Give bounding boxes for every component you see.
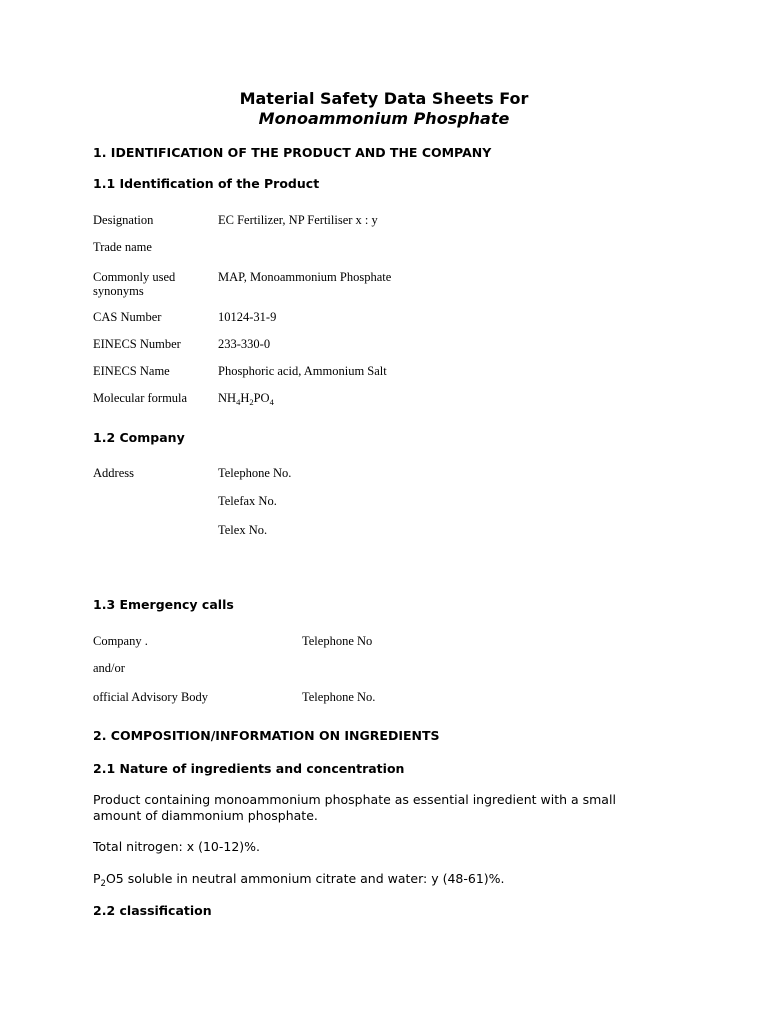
total-nitrogen-text: Total nitrogen: x (10-12)%. — [93, 839, 261, 854]
einecs-number-label: EINECS Number — [93, 337, 181, 351]
cas-number-label: CAS Number — [93, 310, 162, 324]
emergency-company-telephone: Telephone No — [302, 634, 373, 648]
designation-value: EC Fertilizer, NP Fertiliser x : y — [218, 213, 378, 227]
synonyms-label-line2: synonyms — [93, 284, 144, 298]
emergency-andor: and/or — [93, 661, 125, 675]
synonyms-value: MAP, Monoammonium Phosphate — [218, 270, 392, 284]
emergency-advisory-label: official Advisory Body — [93, 690, 209, 704]
document-title: Material Safety Data Sheets For — [239, 89, 529, 108]
document-subtitle: Monoammonium Phosphate — [258, 109, 510, 128]
einecs-name-label: EINECS Name — [93, 364, 170, 378]
p2o5-text: $P_2O5$ soluble in neutral ammonium citrate and water: y (48-61)%. — [93, 871, 505, 889]
molecular-formula-label: Molecular formula — [93, 391, 188, 405]
company-telephone-label: Telephone No. — [218, 466, 292, 480]
section-2-2-heading: 2.2 classification — [93, 903, 212, 918]
molecular-formula-value: $NH_4H_2PO_4$ — [218, 391, 274, 407]
section-1-heading: 1. IDENTIFICATION OF THE PRODUCT AND THE COMPANY — [93, 145, 492, 160]
synonyms-label: Commonly used — [93, 270, 176, 284]
company-telex-label: Telex No. — [218, 523, 268, 537]
section-2-1-heading: 2.1 Nature of ingredients and concentration — [93, 761, 405, 776]
einecs-number-value: 233-330-0 — [218, 337, 271, 351]
company-telefax-label: Telefax No. — [218, 494, 277, 508]
section-2-heading: 2. COMPOSITION/INFORMATION ON INGREDIENTS — [93, 728, 440, 743]
address-label: Address — [93, 466, 134, 480]
emergency-company-label: Company . — [93, 634, 148, 648]
einecs-name-value: Phosphoric acid, Ammonium Salt — [218, 364, 387, 378]
ingredients-paragraph-line2: amount of diammonium phosphate. — [93, 808, 318, 823]
section-1-1-heading: 1.1 Identification of the Product — [93, 176, 320, 191]
cas-number-value: 10124-31-9 — [218, 310, 277, 324]
trade-name-label: Trade name — [93, 240, 152, 254]
emergency-advisory-telephone: Telephone No. — [302, 690, 376, 704]
ingredients-paragraph-line1: Product containing monoammonium phosphate as essential ingredient with a small — [93, 792, 616, 807]
designation-label: Designation — [93, 213, 154, 227]
section-1-2-heading: 1.2 Company — [93, 430, 185, 445]
section-1-3-heading: 1.3 Emergency calls — [93, 597, 234, 612]
